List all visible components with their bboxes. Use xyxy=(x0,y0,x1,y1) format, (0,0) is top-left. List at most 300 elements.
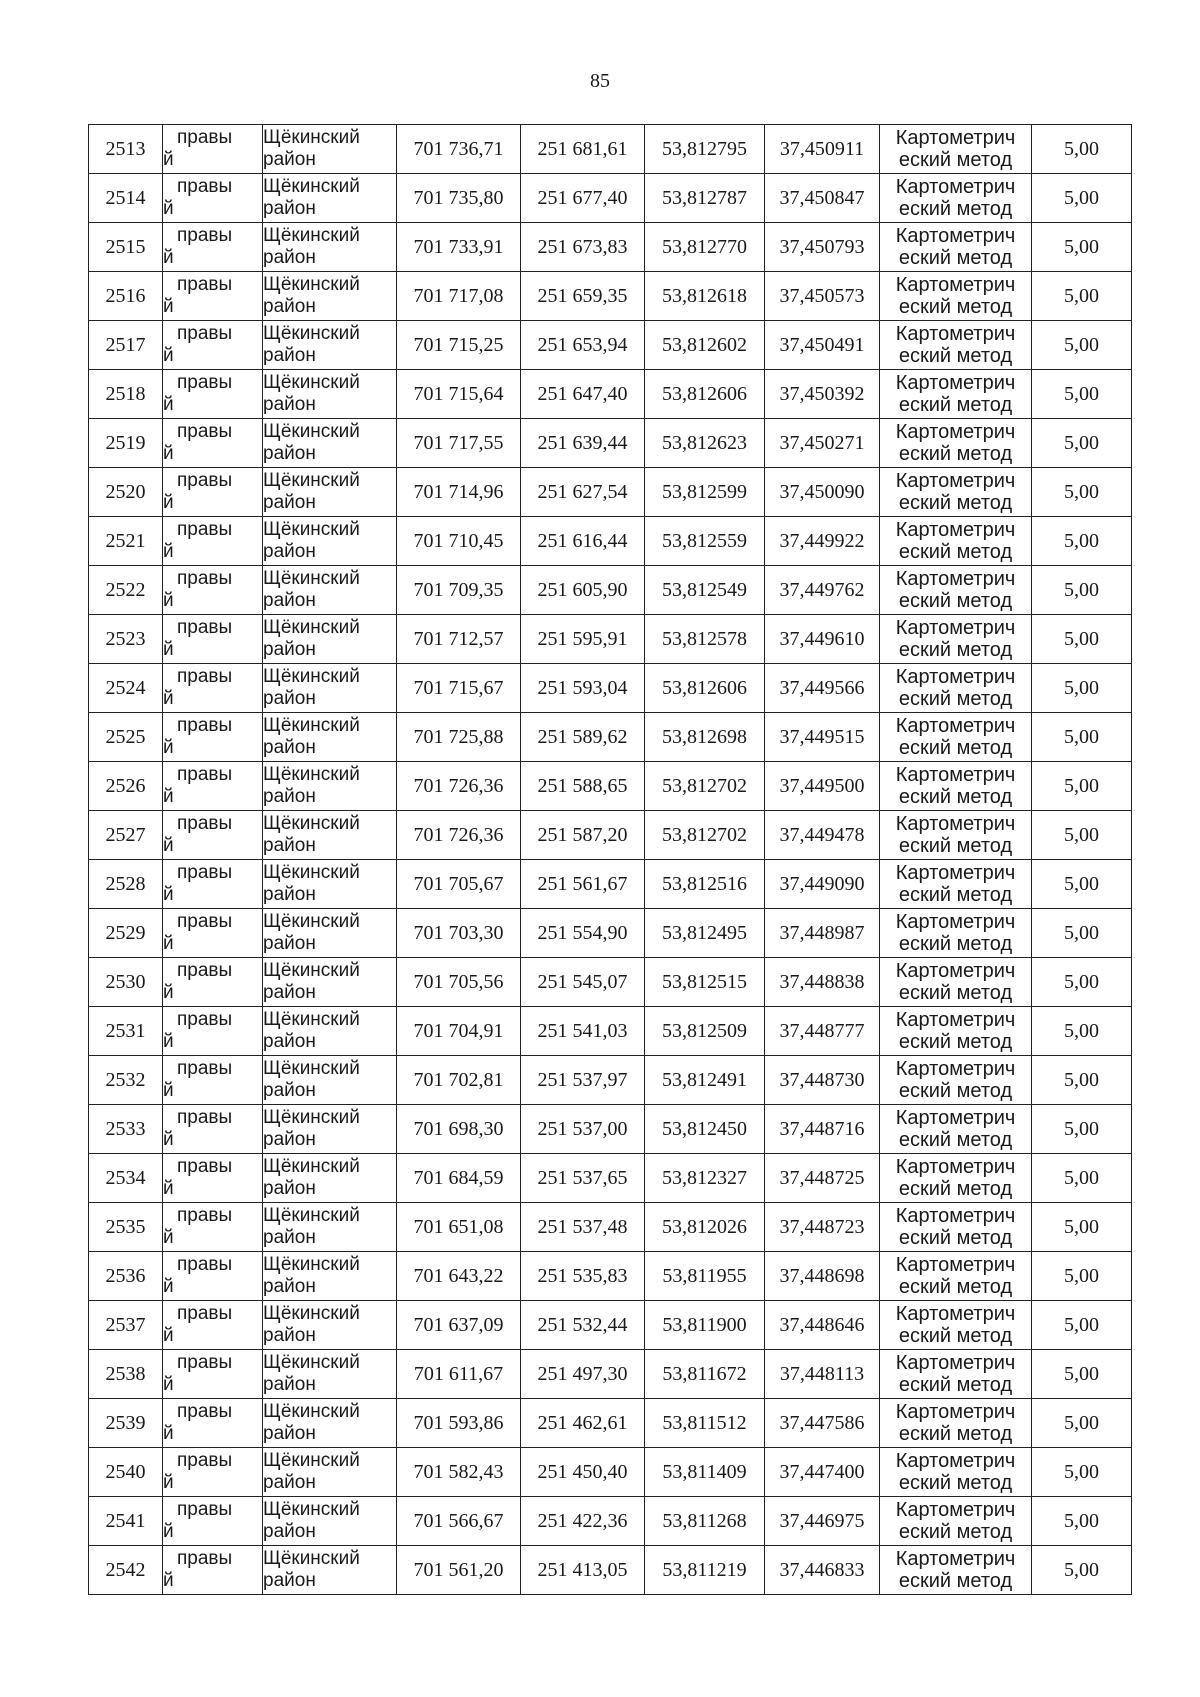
bank-side-line1: правы xyxy=(177,813,233,834)
bank-side-line1: правы xyxy=(177,1107,233,1128)
table-row xyxy=(89,125,1132,174)
method-cell xyxy=(880,272,1032,321)
district-line2: район xyxy=(263,443,316,464)
bank-side-cell xyxy=(163,713,263,762)
district-cell xyxy=(263,419,397,468)
longitude-cell xyxy=(765,370,880,419)
method-line1: Картометрич xyxy=(895,1107,1016,1129)
y-coordinate-cell xyxy=(521,1399,645,1448)
district-line2: район xyxy=(263,688,316,709)
y-coordinate: 251 589,62 xyxy=(537,726,628,748)
x-coordinate: 701 704,91 xyxy=(413,1020,504,1042)
method-line1: Картометрич xyxy=(895,421,1016,443)
y-coordinate: 251 537,48 xyxy=(537,1216,628,1238)
method-cell xyxy=(880,1546,1032,1595)
bank-side-cell xyxy=(163,860,263,909)
longitude: 37,449762 xyxy=(779,579,865,601)
latitude: 53,812795 xyxy=(662,138,747,160)
x-coordinate: 701 611,67 xyxy=(413,1363,504,1385)
latitude-cell xyxy=(645,664,765,713)
longitude: 37,450491 xyxy=(779,334,865,356)
point-number: 2538 xyxy=(105,1363,146,1385)
method-cell xyxy=(880,517,1032,566)
y-coordinate: 251 497,30 xyxy=(537,1363,628,1385)
x-coordinate-cell xyxy=(397,125,521,174)
bank-side-line1: правы xyxy=(177,1352,233,1373)
district-line2: район xyxy=(263,1521,316,1542)
point-number: 2527 xyxy=(105,824,146,846)
district-line2: район xyxy=(263,590,316,611)
bank-side-cell xyxy=(163,419,263,468)
bank-side-line2: й xyxy=(163,982,174,1003)
longitude: 37,447400 xyxy=(779,1461,865,1483)
accuracy: 5,00 xyxy=(1064,334,1099,356)
accuracy: 5,00 xyxy=(1064,677,1099,699)
method-cell xyxy=(880,958,1032,1007)
bank-side-cell xyxy=(163,1203,263,1252)
district-cell xyxy=(263,1154,397,1203)
latitude-cell xyxy=(645,419,765,468)
accuracy-cell xyxy=(1032,713,1132,762)
district-line1: Щёкинский xyxy=(263,225,360,246)
table-row xyxy=(89,1154,1132,1203)
method-line1: Картометрич xyxy=(895,1401,1016,1423)
method-line2: еский метод xyxy=(898,443,1013,465)
x-coordinate-cell xyxy=(397,1399,521,1448)
point-number: 2519 xyxy=(105,432,146,454)
latitude-cell xyxy=(645,125,765,174)
method-line1: Картометрич xyxy=(895,617,1016,639)
longitude-cell xyxy=(765,419,880,468)
latitude: 53,812495 xyxy=(662,922,747,944)
district-cell xyxy=(263,958,397,1007)
x-coordinate: 701 736,71 xyxy=(413,138,504,160)
method-line1: Картометрич xyxy=(895,176,1016,198)
latitude-cell xyxy=(645,517,765,566)
longitude: 37,449610 xyxy=(779,628,865,650)
bank-side-cell xyxy=(163,615,263,664)
bank-side-line2: й xyxy=(163,296,174,317)
y-coordinate: 251 659,35 xyxy=(537,285,628,307)
method-line2: еский метод xyxy=(898,1129,1013,1151)
latitude: 53,812599 xyxy=(662,481,747,503)
district-line1: Щёкинский xyxy=(263,568,360,589)
table-row xyxy=(89,517,1132,566)
district-line2: район xyxy=(263,1276,316,1297)
bank-side-line2: й xyxy=(163,786,174,807)
method-line1: Картометрич xyxy=(895,1156,1016,1178)
accuracy-cell xyxy=(1032,1497,1132,1546)
district-cell xyxy=(263,1448,397,1497)
x-coordinate-cell xyxy=(397,1105,521,1154)
longitude: 37,449566 xyxy=(779,677,865,699)
longitude: 37,448777 xyxy=(779,1020,865,1042)
x-coordinate: 701 582,43 xyxy=(413,1461,504,1483)
bank-side-cell xyxy=(163,1448,263,1497)
longitude: 37,448723 xyxy=(779,1216,865,1238)
accuracy: 5,00 xyxy=(1064,187,1099,209)
longitude: 37,450271 xyxy=(779,432,865,454)
point-number: 2516 xyxy=(105,285,146,307)
bank-side-line1: правы xyxy=(177,1156,233,1177)
longitude-cell xyxy=(765,125,880,174)
longitude: 37,446975 xyxy=(779,1510,865,1532)
method-line1: Картометрич xyxy=(895,764,1016,786)
method-line1: Картометрич xyxy=(895,1548,1016,1570)
district-cell xyxy=(263,664,397,713)
point-number: 2540 xyxy=(105,1461,146,1483)
accuracy: 5,00 xyxy=(1064,1510,1099,1532)
accuracy: 5,00 xyxy=(1064,1314,1099,1336)
point-number-cell xyxy=(89,566,163,615)
method-line2: еский метод xyxy=(898,688,1013,710)
y-coordinate-cell xyxy=(521,909,645,958)
accuracy: 5,00 xyxy=(1064,432,1099,454)
district-line1: Щёкинский xyxy=(263,176,360,197)
page-number: 85 xyxy=(590,70,610,92)
district-cell xyxy=(263,566,397,615)
x-coordinate: 701 733,91 xyxy=(413,236,504,258)
district-line2: район xyxy=(263,149,316,170)
longitude: 37,448113 xyxy=(779,1363,865,1385)
district-line1: Щёкинский xyxy=(263,813,360,834)
bank-side-cell xyxy=(163,958,263,1007)
point-number-cell xyxy=(89,223,163,272)
latitude: 53,812491 xyxy=(662,1069,747,1091)
longitude: 37,449922 xyxy=(779,530,865,552)
accuracy: 5,00 xyxy=(1064,922,1099,944)
point-number-cell xyxy=(89,664,163,713)
district-cell xyxy=(263,1301,397,1350)
method-line2: еский метод xyxy=(898,835,1013,857)
district-line1: Щёкинский xyxy=(263,617,360,638)
point-number: 2524 xyxy=(105,677,146,699)
district-line1: Щёкинский xyxy=(263,764,360,785)
method-line2: еский метод xyxy=(898,198,1013,220)
district-cell xyxy=(263,174,397,223)
method-line1: Картометрич xyxy=(895,1352,1016,1374)
y-coordinate-cell xyxy=(521,223,645,272)
bank-side-line2: й xyxy=(163,1374,174,1395)
method-cell xyxy=(880,1105,1032,1154)
point-number: 2523 xyxy=(105,628,146,650)
latitude: 53,811900 xyxy=(662,1314,747,1336)
table-row xyxy=(89,958,1132,1007)
district-line2: район xyxy=(263,639,316,660)
bank-side-line1: правы xyxy=(177,862,233,883)
point-number-cell xyxy=(89,1203,163,1252)
point-number-cell xyxy=(89,517,163,566)
x-coordinate-cell xyxy=(397,419,521,468)
longitude-cell xyxy=(765,566,880,615)
y-coordinate-cell xyxy=(521,1448,645,1497)
accuracy: 5,00 xyxy=(1064,1118,1099,1140)
table-row xyxy=(89,909,1132,958)
point-number-cell xyxy=(89,1497,163,1546)
bank-side-line1: правы xyxy=(177,274,233,295)
method-line1: Картометрич xyxy=(895,372,1016,394)
table-row xyxy=(89,1448,1132,1497)
method-cell xyxy=(880,713,1032,762)
method-line2: еский метод xyxy=(898,149,1013,171)
point-number-cell xyxy=(89,811,163,860)
district-cell xyxy=(263,1350,397,1399)
bank-side-cell xyxy=(163,909,263,958)
bank-side-line1: правы xyxy=(177,1401,233,1422)
district-line1: Щёкинский xyxy=(263,666,360,687)
point-number-cell xyxy=(89,1252,163,1301)
district-line2: район xyxy=(263,1325,316,1346)
accuracy: 5,00 xyxy=(1064,971,1099,993)
table-row xyxy=(89,174,1132,223)
y-coordinate-cell xyxy=(521,811,645,860)
bank-side-line1: правы xyxy=(177,176,233,197)
accuracy: 5,00 xyxy=(1064,138,1099,160)
y-coordinate-cell xyxy=(521,958,645,1007)
point-number: 2539 xyxy=(105,1412,146,1434)
x-coordinate-cell xyxy=(397,909,521,958)
point-number: 2513 xyxy=(105,138,146,160)
bank-side-line2: й xyxy=(163,1276,174,1297)
method-cell xyxy=(880,1497,1032,1546)
district-line1: Щёкинский xyxy=(263,470,360,491)
bank-side-line2: й xyxy=(163,1423,174,1444)
district-line2: район xyxy=(263,247,316,268)
latitude: 53,812516 xyxy=(662,873,747,895)
district-cell xyxy=(263,1546,397,1595)
latitude: 53,812549 xyxy=(662,579,747,601)
y-coordinate-cell xyxy=(521,419,645,468)
x-coordinate: 701 698,30 xyxy=(413,1118,504,1140)
x-coordinate: 701 712,57 xyxy=(413,628,504,650)
longitude: 37,450573 xyxy=(779,285,865,307)
y-coordinate: 251 537,65 xyxy=(537,1167,628,1189)
method-line2: еский метод xyxy=(898,1472,1013,1494)
accuracy: 5,00 xyxy=(1064,285,1099,307)
method-line1: Картометрич xyxy=(895,1254,1016,1276)
table-row xyxy=(89,223,1132,272)
district-cell xyxy=(263,909,397,958)
latitude-cell xyxy=(645,272,765,321)
bank-side-line1: правы xyxy=(177,1254,233,1275)
district-line1: Щёкинский xyxy=(263,421,360,442)
accuracy-cell xyxy=(1032,321,1132,370)
district-cell xyxy=(263,370,397,419)
x-coordinate: 701 651,08 xyxy=(413,1216,504,1238)
method-cell xyxy=(880,1350,1032,1399)
accuracy-cell xyxy=(1032,1154,1132,1203)
bank-side-line1: правы xyxy=(177,764,233,785)
bank-side-line1: правы xyxy=(177,1058,233,1079)
longitude-cell xyxy=(765,517,880,566)
bank-side-cell xyxy=(163,1399,263,1448)
longitude-cell xyxy=(765,1399,880,1448)
longitude: 37,448725 xyxy=(779,1167,865,1189)
district-cell xyxy=(263,125,397,174)
bank-side-cell xyxy=(163,1350,263,1399)
point-number-cell xyxy=(89,370,163,419)
y-coordinate-cell xyxy=(521,1350,645,1399)
district-cell xyxy=(263,1007,397,1056)
district-line2: район xyxy=(263,1374,316,1395)
bank-side-line1: правы xyxy=(177,666,233,687)
bank-side-line1: правы xyxy=(177,421,233,442)
y-coordinate-cell xyxy=(521,566,645,615)
point-number: 2536 xyxy=(105,1265,146,1287)
point-number: 2525 xyxy=(105,726,146,748)
point-number-cell xyxy=(89,762,163,811)
district-line1: Щёкинский xyxy=(263,862,360,883)
latitude: 53,812602 xyxy=(662,334,747,356)
accuracy-cell xyxy=(1032,1399,1132,1448)
y-coordinate-cell xyxy=(521,272,645,321)
table-row xyxy=(89,1350,1132,1399)
bank-side-line2: й xyxy=(163,737,174,758)
longitude: 37,447586 xyxy=(779,1412,865,1434)
y-coordinate: 251 681,61 xyxy=(537,138,628,160)
accuracy-cell xyxy=(1032,1203,1132,1252)
accuracy: 5,00 xyxy=(1064,628,1099,650)
y-coordinate-cell xyxy=(521,713,645,762)
latitude-cell xyxy=(645,1056,765,1105)
latitude: 53,812770 xyxy=(662,236,747,258)
district-line1: Щёкинский xyxy=(263,1450,360,1471)
longitude: 37,450847 xyxy=(779,187,865,209)
x-coordinate: 701 715,25 xyxy=(413,334,504,356)
point-number-cell xyxy=(89,419,163,468)
longitude-cell xyxy=(765,1203,880,1252)
method-line1: Картометрич xyxy=(895,960,1016,982)
point-number-cell xyxy=(89,713,163,762)
latitude-cell xyxy=(645,860,765,909)
method-cell xyxy=(880,1154,1032,1203)
x-coordinate: 701 561,20 xyxy=(413,1559,504,1581)
table-row xyxy=(89,321,1132,370)
x-coordinate-cell xyxy=(397,321,521,370)
method-line2: еский метод xyxy=(898,737,1013,759)
method-cell xyxy=(880,125,1032,174)
method-cell xyxy=(880,1252,1032,1301)
method-cell xyxy=(880,664,1032,713)
latitude: 53,812509 xyxy=(662,1020,747,1042)
point-number-cell xyxy=(89,615,163,664)
y-coordinate: 251 422,36 xyxy=(537,1510,628,1532)
longitude-cell xyxy=(765,958,880,1007)
point-number-cell xyxy=(89,468,163,517)
accuracy-cell xyxy=(1032,762,1132,811)
longitude-cell xyxy=(765,615,880,664)
longitude-cell xyxy=(765,468,880,517)
accuracy-cell xyxy=(1032,1252,1132,1301)
point-number-cell xyxy=(89,1350,163,1399)
bank-side-line1: правы xyxy=(177,225,233,246)
district-line1: Щёкинский xyxy=(263,1009,360,1030)
bank-side-line1: правы xyxy=(177,519,233,540)
district-line1: Щёкинский xyxy=(263,372,360,393)
accuracy-cell xyxy=(1032,860,1132,909)
accuracy: 5,00 xyxy=(1064,579,1099,601)
y-coordinate: 251 587,20 xyxy=(537,824,628,846)
bank-side-cell xyxy=(163,370,263,419)
y-coordinate-cell xyxy=(521,664,645,713)
district-line1: Щёкинский xyxy=(263,274,360,295)
point-number: 2535 xyxy=(105,1216,146,1238)
x-coordinate: 701 566,67 xyxy=(413,1510,504,1532)
x-coordinate-cell xyxy=(397,1154,521,1203)
bank-side-line2: й xyxy=(163,688,174,709)
x-coordinate-cell xyxy=(397,1007,521,1056)
district-line2: район xyxy=(263,1570,316,1591)
accuracy-cell xyxy=(1032,517,1132,566)
bank-side-cell xyxy=(163,125,263,174)
latitude: 53,811409 xyxy=(662,1461,747,1483)
y-coordinate: 251 595,91 xyxy=(537,628,628,650)
bank-side-line2: й xyxy=(163,345,174,366)
district-line1: Щёкинский xyxy=(263,1401,360,1422)
point-number-cell xyxy=(89,1105,163,1154)
district-line2: район xyxy=(263,1227,316,1248)
accuracy: 5,00 xyxy=(1064,1069,1099,1091)
method-line2: еский метод xyxy=(898,884,1013,906)
latitude: 53,811512 xyxy=(662,1412,747,1434)
y-coordinate-cell xyxy=(521,174,645,223)
bank-side-cell xyxy=(163,223,263,272)
point-number-cell xyxy=(89,272,163,321)
latitude-cell xyxy=(645,1399,765,1448)
x-coordinate-cell xyxy=(397,664,521,713)
accuracy: 5,00 xyxy=(1064,481,1099,503)
latitude: 53,811219 xyxy=(662,1559,747,1581)
x-coordinate-cell xyxy=(397,1301,521,1350)
district-line1: Щёкинский xyxy=(263,1156,360,1177)
point-number: 2528 xyxy=(105,873,146,895)
y-coordinate-cell xyxy=(521,125,645,174)
method-line2: еский метод xyxy=(898,296,1013,318)
bank-side-cell xyxy=(163,566,263,615)
method-line2: еский метод xyxy=(898,541,1013,563)
method-line1: Картометрич xyxy=(895,1058,1016,1080)
accuracy-cell xyxy=(1032,468,1132,517)
method-line2: еский метод xyxy=(898,345,1013,367)
table-body xyxy=(89,125,1132,1595)
district-line1: Щёкинский xyxy=(263,1499,360,1520)
point-number: 2530 xyxy=(105,971,146,993)
accuracy-cell xyxy=(1032,174,1132,223)
y-coordinate: 251 541,03 xyxy=(537,1020,628,1042)
accuracy: 5,00 xyxy=(1064,1167,1099,1189)
bank-side-line2: й xyxy=(163,933,174,954)
longitude-cell xyxy=(765,223,880,272)
x-coordinate: 701 715,64 xyxy=(413,383,504,405)
latitude-cell xyxy=(645,566,765,615)
district-cell xyxy=(263,1399,397,1448)
district-line1: Щёкинский xyxy=(263,960,360,981)
bank-side-cell xyxy=(163,1056,263,1105)
longitude: 37,450911 xyxy=(779,138,865,160)
district-line1: Щёкинский xyxy=(263,911,360,932)
method-cell xyxy=(880,1056,1032,1105)
method-cell xyxy=(880,370,1032,419)
y-coordinate: 251 588,65 xyxy=(537,775,628,797)
y-coordinate-cell xyxy=(521,1007,645,1056)
x-coordinate: 701 717,08 xyxy=(413,285,504,307)
district-cell xyxy=(263,1252,397,1301)
accuracy-cell xyxy=(1032,223,1132,272)
longitude-cell xyxy=(765,321,880,370)
district-line1: Щёкинский xyxy=(263,519,360,540)
point-number: 2526 xyxy=(105,775,146,797)
point-number: 2515 xyxy=(105,236,146,258)
